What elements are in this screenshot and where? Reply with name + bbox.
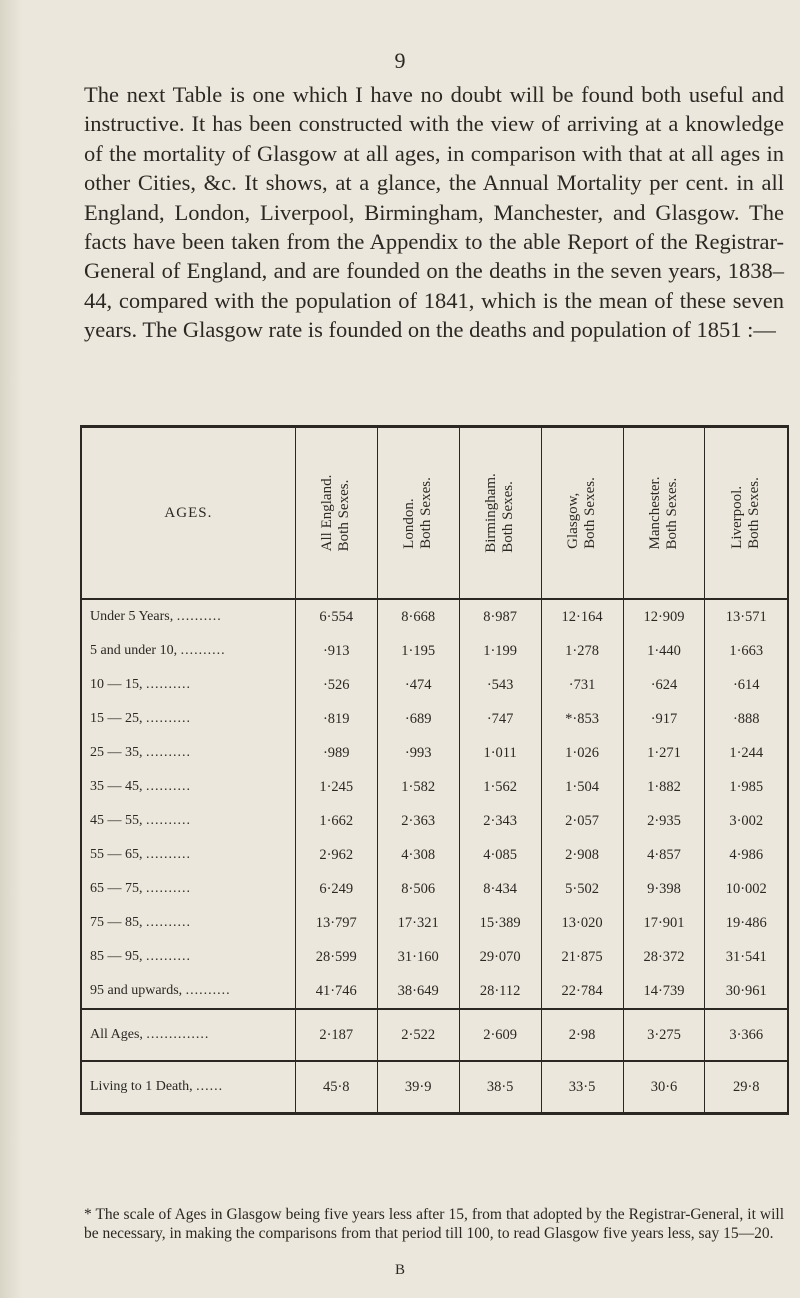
value-cell: 29·070 [459,940,541,974]
value-cell: 1·582 [377,770,459,804]
living-to-one-death-row [82,1061,787,1112]
value-cell: 12·909 [623,599,705,634]
value-cell: 2·522 [377,1009,459,1061]
value-cell: 21·875 [541,940,623,974]
age-label: 85 — 95, [90,949,143,964]
leader-dots: .......... [180,643,226,658]
value-cell: 1·199 [459,634,541,668]
value-cell: ·993 [377,736,459,770]
age-cell [82,1009,295,1061]
value-cell: 4·986 [705,838,787,872]
value-cell: 8·987 [459,599,541,634]
value-cell: ·614 [705,668,787,702]
value-cell: ·474 [377,668,459,702]
age-label: 55 — 65, [90,847,143,862]
table-row [82,736,787,770]
value-cell: 13·797 [295,906,377,940]
age-label: 35 — 45, [90,779,143,794]
column-header-line: Both Sexes. [418,477,435,549]
value-cell: 15·389 [459,906,541,940]
age-cell [82,872,295,906]
table-row [82,702,787,736]
table-row [82,940,787,974]
table-row [82,906,787,940]
value-cell: 28·112 [459,974,541,1009]
value-cell: 1·663 [705,634,787,668]
intro-paragraph: The next Table is one which I have no doubt will be found both useful and instructive. It has been constructed with the view of arriving at a knowledge of the mortality of Glasgow at all ages, in comparison with that at all ages in other Cities, &c. It shows, at a glance, the Annual Mortality per cent. in all England, London, Liverpool, Birmingham, Manchester, and Glasgow. The facts have been taken from the Appendix to the able Report of the Registrar-General of England, and are founded on the deaths in the seven years, 1838–44, compared with the population of 1841, which is the mean of these seven years. The Glasgow rate is founded on the deaths and population of 1851 :— [84,82,784,343]
column-header-line: London. [401,498,418,549]
age-label: 10 — 15, [90,677,143,692]
value-cell: 29·8 [705,1061,787,1112]
value-cell: ·917 [623,702,705,736]
age-cell [82,702,295,736]
value-cell: ·689 [377,702,459,736]
leader-dots: .......... [146,813,191,828]
leader-dots: .......... [146,915,191,930]
leader-dots: .......... [146,677,191,692]
table-row [82,668,787,702]
value-cell: ·747 [459,702,541,736]
value-cell: 2·935 [623,804,705,838]
table-row [82,804,787,838]
value-cell: 1·011 [459,736,541,770]
leader-dots: .......... [185,983,231,998]
value-cell: 41·746 [295,974,377,1009]
age-cell [82,736,295,770]
value-cell: ·543 [459,668,541,702]
value-cell: 1·026 [541,736,623,770]
column-header-liverpool [705,428,787,599]
value-cell: 28·372 [623,940,705,974]
column-header-all-england [295,428,377,599]
footnote: * The scale of Ages in Glasgow being five years less after 15, from that adopted by the Registrar-General, it will be necessary, in making the comparisons from that period till 100, to read Glasgow five years less, say 15—20. [84,1206,784,1242]
table-header-row [82,428,787,599]
leader-dots: .......... [146,711,191,726]
value-cell: 5·502 [541,872,623,906]
value-cell: 2·363 [377,804,459,838]
column-header-line: Both Sexes. [582,477,599,549]
value-cell: 1·662 [295,804,377,838]
value-cell: 9·398 [623,872,705,906]
column-header-line: Both Sexes. [500,481,517,553]
age-label: Under 5 Years, [90,609,174,624]
value-cell: 4·308 [377,838,459,872]
value-cell: 28·599 [295,940,377,974]
value-cell: 22·784 [541,974,623,1009]
value-cell: ·624 [623,668,705,702]
leader-dots: .......... [146,847,191,862]
age-cell [82,770,295,804]
age-cell [82,634,295,668]
column-header-manchester [623,428,705,599]
age-cell [82,804,295,838]
value-cell: 1·195 [377,634,459,668]
value-cell: 38·5 [459,1061,541,1112]
column-header-line: Both Sexes. [336,479,353,552]
table-row [82,872,787,906]
all-ages-row [82,1009,787,1061]
age-label: 15 — 25, [90,711,143,726]
age-label: 45 — 55, [90,813,143,828]
value-cell: 4·085 [459,838,541,872]
page-edge-shadow [0,0,22,1298]
value-cell: 6·249 [295,872,377,906]
value-cell: 8·506 [377,872,459,906]
value-cell: 2·962 [295,838,377,872]
value-cell: ·526 [295,668,377,702]
column-header-line: Liverpool. [729,485,746,549]
age-cell [82,668,295,702]
value-cell: 4·857 [623,838,705,872]
value-cell: 33·5 [541,1061,623,1112]
age-label: 95 and upwards, [90,983,183,998]
value-cell: 19·486 [705,906,787,940]
age-cell [82,940,295,974]
column-header-line: Both Sexes. [746,477,763,549]
leader-dots: .......... [146,745,191,760]
column-header-line: Glasgow, [565,492,582,549]
age-cell [82,1061,295,1112]
value-cell: 2·343 [459,804,541,838]
column-header-london [377,428,459,599]
value-cell: 8·668 [377,599,459,634]
value-cell: 30·961 [705,974,787,1009]
column-header-line: All England. [319,474,336,552]
table-row [82,599,787,634]
value-cell: 2·609 [459,1009,541,1061]
age-cell [82,906,295,940]
table-row [82,838,787,872]
table-row [82,634,787,668]
value-cell: 31·160 [377,940,459,974]
leader-dots: .......... [146,779,191,794]
table-row [82,770,787,804]
value-cell: ·888 [705,702,787,736]
column-header-line: Both Sexes. [664,477,680,550]
age-label: 65 — 75, [90,881,143,896]
table-row [82,974,787,1009]
value-cell: 1·244 [705,736,787,770]
age-label: 5 and under 10, [90,643,178,658]
leader-dots: .......... [146,881,191,896]
signature-mark: B [394,1262,405,1278]
value-cell: ·819 [295,702,377,736]
value-cell: 1·271 [623,736,705,770]
value-cell: *·853 [541,702,623,736]
value-cell: 3·275 [623,1009,705,1061]
value-cell: 17·901 [623,906,705,940]
value-cell: 1·440 [623,634,705,668]
value-cell: 10·002 [705,872,787,906]
mortality-table [80,425,789,1115]
age-cell [82,974,295,1009]
value-cell: 8·434 [459,872,541,906]
value-cell: 38·649 [377,974,459,1009]
age-label: Living to 1 Death, [90,1079,193,1094]
value-cell: ·731 [541,668,623,702]
leader-dots: ...... [196,1079,224,1094]
value-cell: 1·245 [295,770,377,804]
column-header-line: Manchester. [647,476,663,550]
value-cell: 2·187 [295,1009,377,1061]
value-cell: 3·002 [705,804,787,838]
value-cell: 1·562 [459,770,541,804]
value-cell: 2·908 [541,838,623,872]
column-header-birmingham [459,428,541,599]
age-label: 25 — 35, [90,745,143,760]
value-cell: ·989 [295,736,377,770]
value-cell: 12·164 [541,599,623,634]
column-header-glasgow [541,428,623,599]
age-label: All Ages, [90,1027,143,1042]
value-cell: 13·571 [705,599,787,634]
value-cell: 45·8 [295,1061,377,1112]
value-cell: 1·278 [541,634,623,668]
value-cell: 1·882 [623,770,705,804]
value-cell: 31·541 [705,940,787,974]
value-cell: 1·985 [705,770,787,804]
value-cell: 2·98 [541,1009,623,1061]
leader-dots: .............. [146,1027,210,1042]
age-cell [82,599,295,634]
value-cell: 14·739 [623,974,705,1009]
leader-dots: .......... [176,609,222,624]
value-cell: 3·366 [705,1009,787,1061]
leader-dots: .......... [146,949,191,964]
age-label: 75 — 85, [90,915,143,930]
value-cell: 39·9 [377,1061,459,1112]
ages-column-header: AGES. [82,428,295,599]
value-cell: 17·321 [377,906,459,940]
page-number: 9 [394,48,406,73]
value-cell: 30·6 [623,1061,705,1112]
value-cell: 1·504 [541,770,623,804]
column-header-line: Birmingham. [483,473,500,553]
value-cell: 2·057 [541,804,623,838]
age-cell [82,838,295,872]
value-cell: ·913 [295,634,377,668]
value-cell: 6·554 [295,599,377,634]
value-cell: 13·020 [541,906,623,940]
